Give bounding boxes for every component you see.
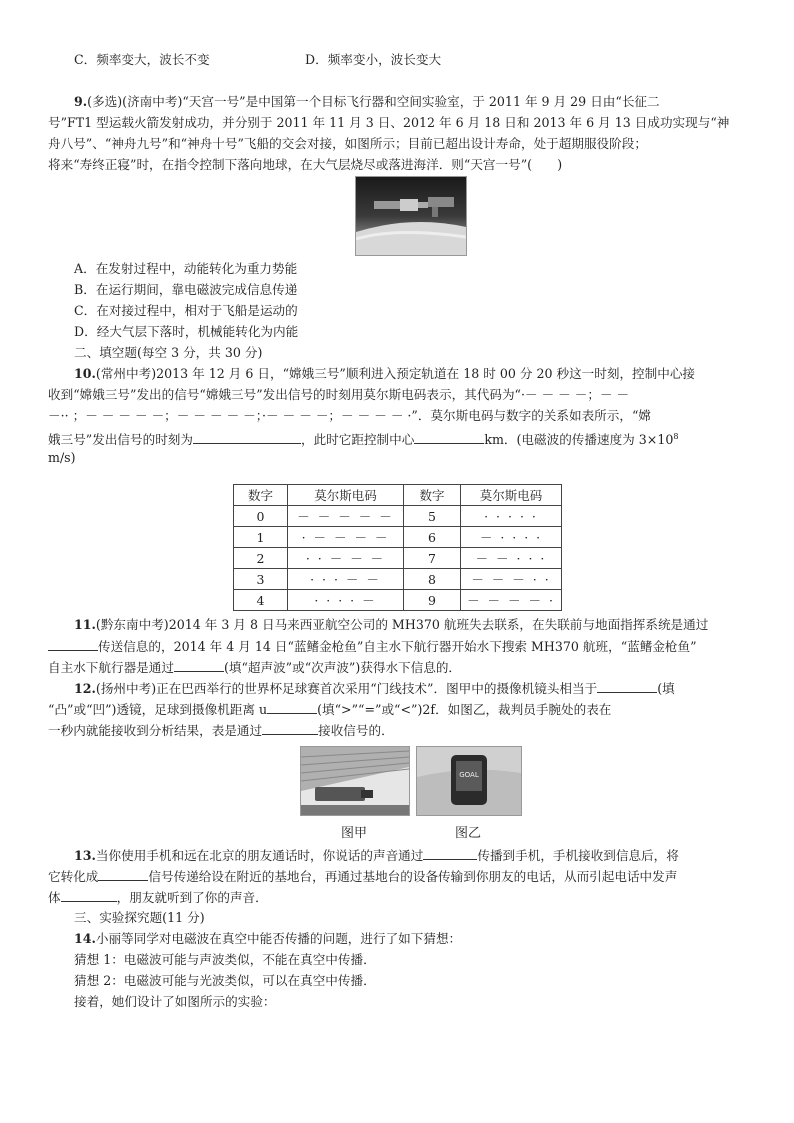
table-row	[234, 506, 562, 527]
answer-blank[interactable]	[423, 845, 477, 860]
q10-line-3: －·· ；－ － － － －；－ － － － －；·－ － － －；－ － － － ·”．莫尔斯电码与数字的关系如表所示，“嫦	[48, 408, 651, 423]
q12-line-3: 一秒内就能接收到分析结果，表是通过 接收信号的．	[48, 720, 394, 741]
table-cell: 7	[404, 548, 461, 569]
q9-option-a: A．在发射过程中，动能转化为重力势能	[74, 261, 298, 276]
table-cell: 3	[234, 569, 288, 590]
table-row	[234, 590, 562, 611]
q10-line-1: 10.(常州中考)2013 年 12 月 6 日，“嫦娥三号”顺利进入预定轨道在 18 时 00 分 20 秒这一时刻，控制中心接	[74, 366, 696, 381]
answer-blank[interactable]	[262, 720, 318, 735]
section-3-heading: 三、实验探究题(11 分)	[74, 910, 205, 925]
q12-line-1: 12.(扬州中考)正在巴西举行的世界杯足球赛首次采用“门线技术”．图甲中的摄像机镜头相当于 (填	[74, 678, 675, 699]
table-cell: · · － － －	[288, 548, 404, 569]
table-cell: 2	[234, 548, 288, 569]
q10-number: 10.	[74, 366, 96, 381]
q10-line-4: 娥三号”发出信号的时刻为 ，此时它距控制中心 km．(电磁波的传播速度为 $3\times 10^8$	[48, 427, 678, 450]
morse-code-table	[233, 484, 562, 611]
table-cell: 9	[404, 590, 461, 611]
q13-line-2: 它转化成 信号传递给设在附近的基地台，再通过基地台的设备传输到你朋友的电话，从而引起电话中发声	[48, 866, 677, 887]
q14-hypothesis-2: 猜想 2：电磁波可能与光波类似，可以在真空中传播．	[74, 973, 376, 988]
table-cell: － － · · ·	[461, 548, 562, 569]
q14-line-1: 14.小丽等同学对电磁波在真空中能否传播的问题，进行了如下猜想：	[74, 931, 462, 946]
q9-number: 9.	[74, 94, 88, 109]
q9-option-c: C．在对接过程中，相对于飞船是运动的	[74, 303, 298, 318]
figure-b-caption: 图乙	[455, 826, 482, 841]
table-cell: · － － － －	[288, 527, 404, 548]
figure-a-caption: 图甲	[341, 826, 368, 841]
q13-line-3: 体 ，朋友就听到了你的声音．	[48, 887, 268, 908]
table-cell: · · · · －	[288, 590, 404, 611]
q11-line-2: 传送信息的，2014 年 4 月 14 日“蓝鳍金枪鱼”自主水下航行器开始水下搜索 MH370 航班，“蓝鳍金枪鱼”	[48, 636, 697, 657]
q9-line-2: 号”FT1 型运载火箭发射成功，并分别于 2011 年 11 月 3 日、2012 年 6 月 18 日和 2013 年 6 月 13 日成功实现与“神	[48, 115, 730, 130]
table-cell: 0	[234, 506, 288, 527]
watch-goal-text: GOAL	[459, 771, 479, 779]
table-cell: － － － － ·	[461, 590, 562, 611]
table-cell: · · · － －	[288, 569, 404, 590]
camera-figure-a	[300, 746, 410, 816]
answer-blank[interactable]	[267, 699, 317, 714]
table-cell: 1	[234, 527, 288, 548]
q12-number: 12.	[74, 681, 96, 696]
table-row	[234, 569, 562, 590]
table-cell: － · · · ·	[461, 527, 562, 548]
q14-hypothesis-1: 猜想 1：电磁波可能与声波类似，不能在真空中传播．	[74, 952, 376, 967]
table-cell: － － － · ·	[461, 569, 562, 590]
answer-blank[interactable]	[174, 657, 224, 672]
answer-blank[interactable]	[597, 678, 657, 693]
section-2-heading: 二、填空题(每空 3 分，共 30 分)	[74, 345, 263, 360]
q11-number: 11.	[74, 617, 96, 632]
table-row	[234, 548, 562, 569]
answer-blank[interactable]	[98, 866, 148, 881]
q14-number: 14.	[74, 931, 96, 946]
tiangong-space-photo	[355, 176, 467, 256]
watch-figure-b	[416, 746, 522, 816]
q9-line-1: 9.(多选)(济南中考)“天宫一号”是中国第一个目标飞行器和空间实验室，于 2011 年 9 月 29 日由“长征二	[74, 94, 660, 109]
table-header: 莫尔斯电码	[461, 485, 562, 506]
table-header-row	[234, 485, 562, 506]
table-cell: 4	[234, 590, 288, 611]
answer-blank[interactable]	[193, 429, 301, 444]
q12-line-2: “凸”或“凹”)透镜，足球到摄像机距离 u (填“>”“=”或“<”)2f．如图乙，裁判员手腕处的表在	[48, 699, 611, 720]
q14-line-4: 接着，她们设计了如图所示的实验：	[74, 994, 276, 1009]
q11-line-1: 11.(黔东南中考)2014 年 3 月 8 日马来西亚航空公司的 MH370 航班失去联系，在失联前与地面指挥系统是通过	[74, 617, 709, 632]
answer-blank[interactable]	[48, 636, 98, 651]
table-cell: 5	[404, 506, 461, 527]
table-cell: 6	[404, 527, 461, 548]
q9-line-4: 将来“寿终正寝”时，在指令控制下落向地球，在大气层烧尽或落进海洋．则“天宫一号”( )	[48, 157, 563, 172]
table-cell: 8	[404, 569, 461, 590]
q8-option-d: D．频率变小，波长变大	[305, 52, 442, 67]
q9-option-d: D．经大气层下落时，机械能转化为内能	[74, 324, 299, 339]
table-header: 数字	[234, 485, 288, 506]
q11-line-3: 自主水下航行器是通过 (填“超声波”或“次声波”)获得水下信息的．	[48, 657, 461, 678]
table-cell: · · · · ·	[461, 506, 562, 527]
q9-line-3: 舟八号”、“神舟九号”和“神舟十号”飞船的交会对接，如图所示；目前已超出设计寿命，处于超期服役阶段；	[48, 136, 647, 151]
table-cell: － － － － －	[288, 506, 404, 527]
q8-option-c: C．频率变大，波长不变	[74, 52, 210, 67]
table-row	[234, 527, 562, 548]
q13-number: 13.	[74, 848, 96, 863]
table-header: 数字	[404, 485, 461, 506]
q10-line-5: m/s)	[48, 450, 76, 465]
table-header: 莫尔斯电码	[288, 485, 404, 506]
q13-line-1: 13.当你使用手机和远在北京的朋友通话时，你说话的声音通过 传播到手机，手机接收到信息后，将	[74, 845, 679, 866]
q10-line-2: 收到“嫦娥三号”发出的信号“嫦娥三号”发出信号的时刻用莫尔斯电码表示，其代码为“·－ － － －；－ －	[48, 387, 630, 402]
q9-option-b: B．在运行期间，靠电磁波完成信息传递	[74, 282, 298, 297]
answer-blank[interactable]	[61, 887, 117, 902]
answer-blank[interactable]	[414, 429, 484, 444]
